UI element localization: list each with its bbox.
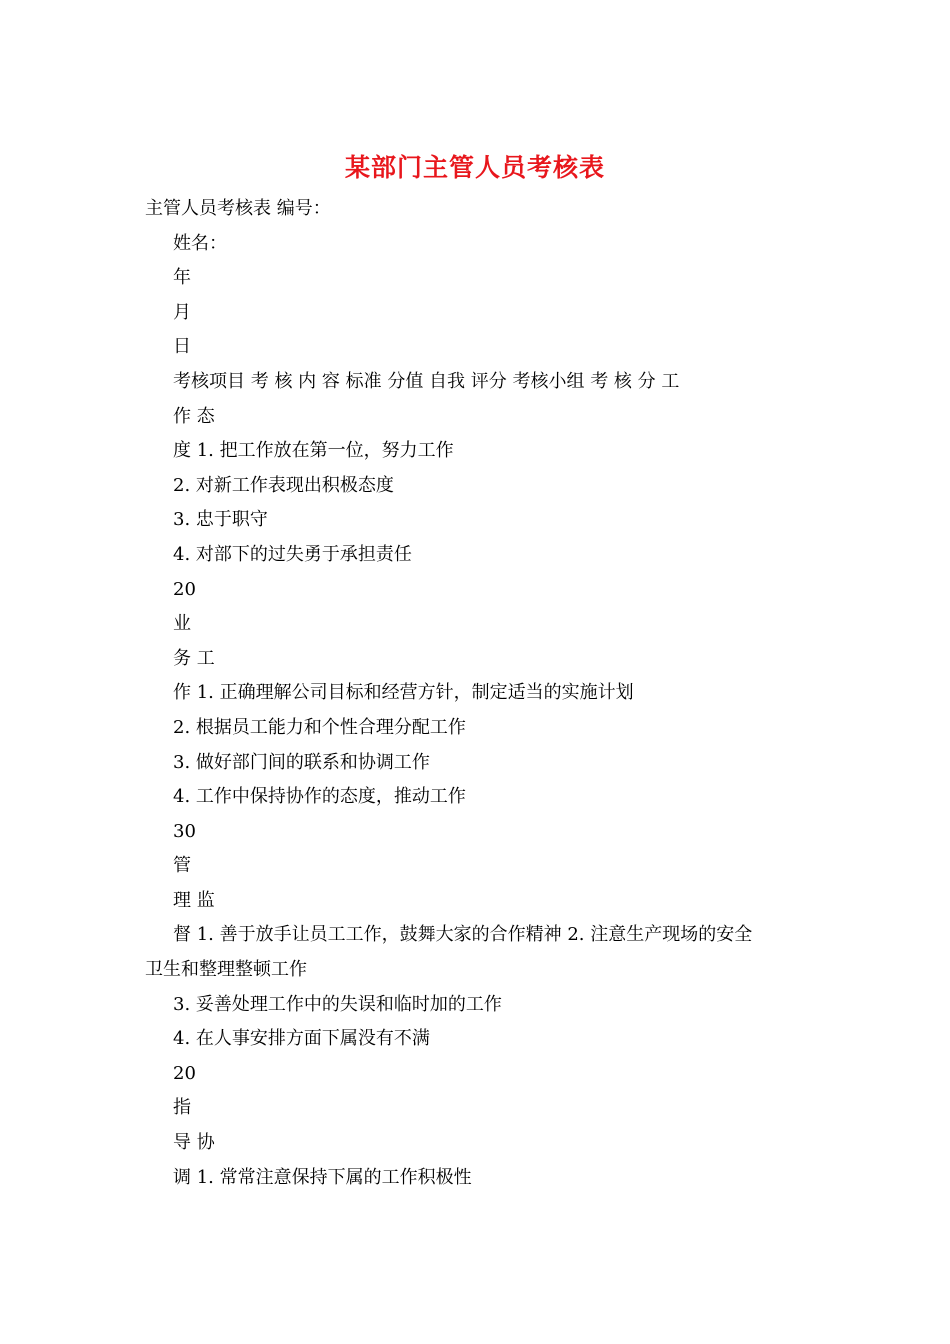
text-line: 督 1. 善于放手让员工工作，鼓舞大家的合作精神 2. 注意生产现场的安全	[173, 924, 753, 946]
document-title: 某部门主管人员考核表	[344, 153, 605, 182]
text-line: 4. 工作中保持协作的态度，推动工作	[173, 786, 466, 808]
text-line: 考核项目 考 核 内 容 标准 分值 自我 评分 考核小组 考 核 分 工	[173, 370, 680, 392]
text-line: 作 态	[173, 405, 215, 427]
text-line: 年	[173, 267, 191, 289]
text-line: 20	[173, 1062, 196, 1084]
text-line: 30	[173, 820, 196, 842]
text-line: 理 监	[173, 889, 215, 911]
text-line: 姓名：	[173, 232, 227, 254]
document-body	[0, 192, 950, 1195]
text-line: 主管人员考核表 编号：	[145, 198, 331, 219]
text-line: 导 协	[173, 1132, 215, 1154]
text-line: 3. 妥善处理工作中的失误和临时加的工作	[173, 993, 502, 1015]
text-line: 调 1. 常常注意保持下属的工作积极性	[173, 1166, 472, 1188]
text-line: 务 工	[173, 647, 215, 669]
text-line: 作 1. 正确理解公司目标和经营方针，制定适当的实施计划	[173, 682, 634, 704]
text-line: 指	[173, 1097, 191, 1119]
text-line: 卫生和整理整顿工作	[145, 959, 307, 981]
text-line: 2. 对新工作表现出积极态度	[173, 474, 394, 496]
text-line: 3. 忠于职守	[173, 509, 268, 531]
text-line: 20	[173, 578, 196, 600]
text-line: 4. 在人事安排方面下属没有不满	[173, 1028, 430, 1050]
text-line: 业	[173, 613, 191, 635]
text-line: 度 1. 把工作放在第一位，努力工作	[173, 440, 454, 462]
text-line: 日	[173, 336, 191, 358]
text-line: 2. 根据员工能力和个性合理分配工作	[173, 716, 466, 738]
text-line: 月	[173, 301, 191, 323]
text-line: 4. 对部下的过失勇于承担责任	[173, 543, 412, 565]
text-line: 3. 做好部门间的联系和协调工作	[173, 751, 430, 773]
text-line: 管	[173, 855, 191, 877]
